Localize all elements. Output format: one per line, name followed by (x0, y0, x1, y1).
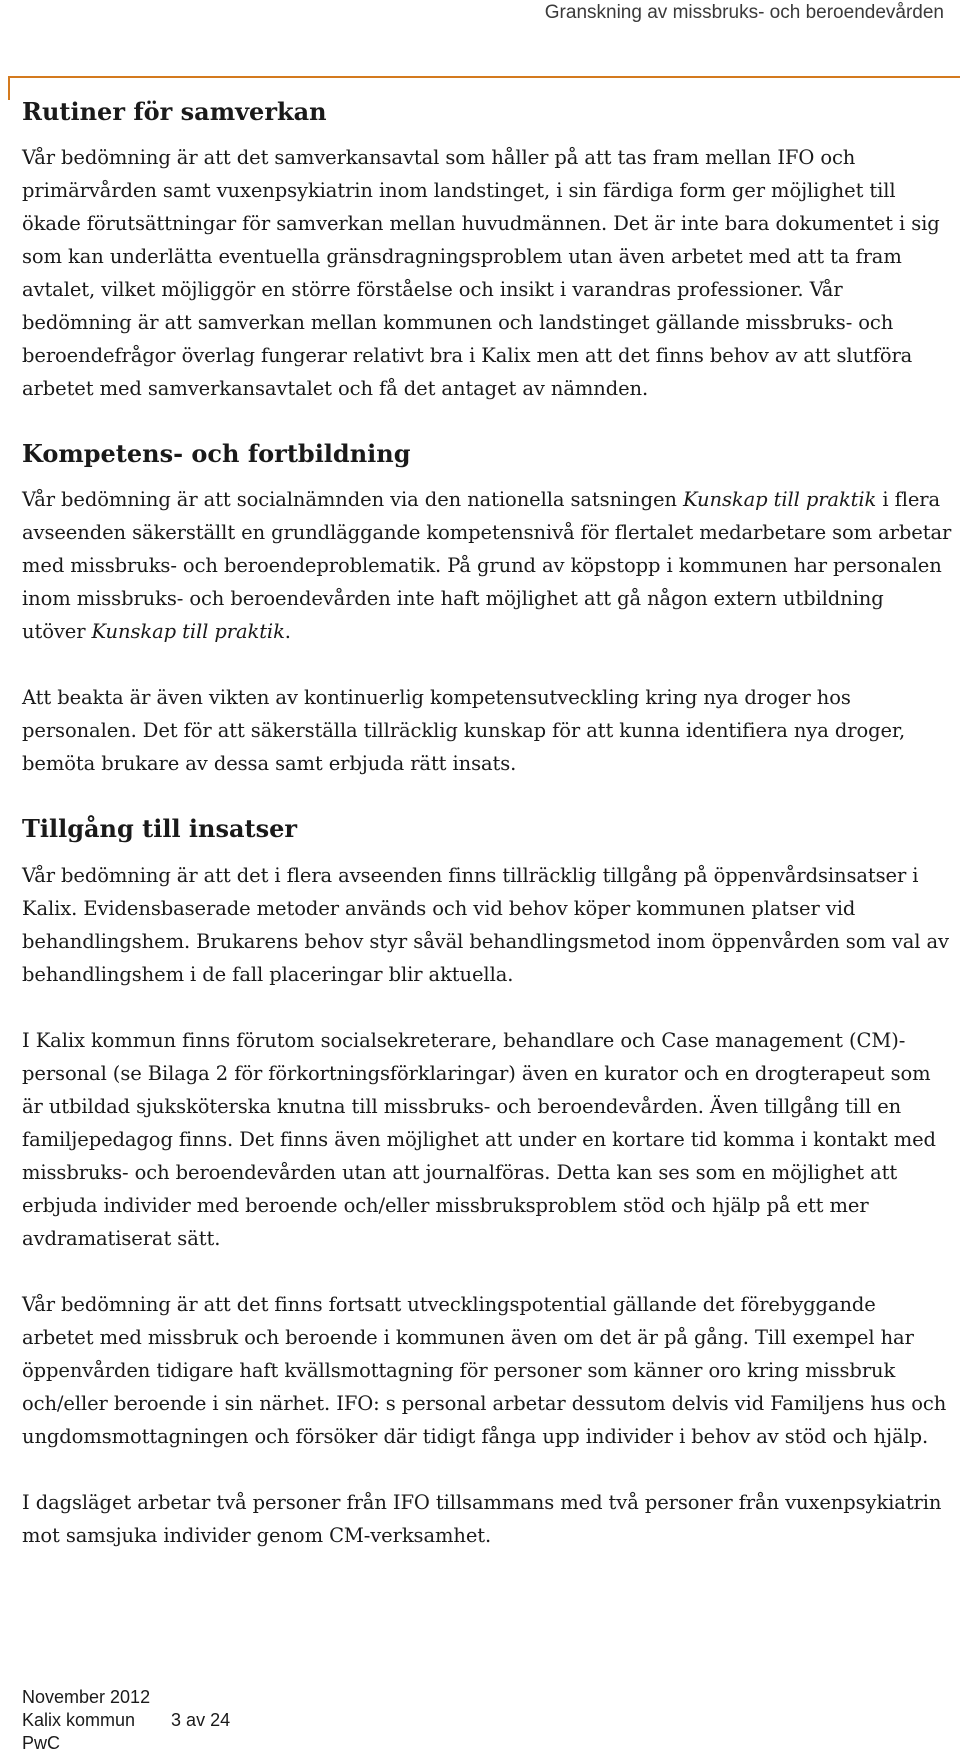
page-content (22, 96, 952, 1585)
text-run: . (284, 620, 291, 644)
emphasis-text: Kunskap till praktik (91, 620, 285, 644)
section-heading: Kompetens- och fortbildning (22, 439, 411, 469)
footer-company: PwC (22, 1733, 61, 1753)
page-number: 3 av 24 (171, 1710, 231, 1730)
paragraph: Vår bedömning är att det i flera avseenden finns tillräcklig tillgång på öppenvårdsinsatser i Kalix. Evidensbaserade metoder används och vid behov köper kommunen platser vid behandlingshem. Brukarens behov styr såväl behandlingsmetod inom öppenvården som val av behandlingshem i de fall placeringar blir aktuella. (22, 863, 949, 986)
paragraph (22, 483, 952, 648)
paragraph: Vår bedömning är att det finns fortsatt utvecklingspotential gällande det förebyggande arbetet med missbruk och beroende i kommunen även om det är på gång. Till exempel har öppenvården tidigare haft kvällsmottagning för personer som känner oro kring missbruk och/eller beroende i sin närhet. IFO: s personal arbetar dessutom delvis vid Familjens hus och ungdomsmottagningen och försöker där tidigt fånga upp individer i behov av stöd och hjälp. (22, 1292, 947, 1448)
footer-row (22, 1709, 230, 1732)
running-header: Granskning av missbruks- och beroendevården (544, 2, 944, 23)
paragraph: Att beakta är även vikten av kontinuerlig kompetensutveckling kring nya droger hos personalen. Det för att säkerställa tillräcklig kunskap för att kunna identifiera nya droger, bemöta brukare av dessa samt erbjuda rätt insats. (22, 686, 906, 776)
footer-org: Kalix kommun (22, 1710, 136, 1730)
section-tillgang (22, 813, 952, 1551)
paragraph: Vår bedömning är att det samverkansavtal som håller på att tas fram mellan IFO och primärvården samt vuxenpsykiatrin inom landstinget, i sin färdiga form ger möjlighet till ökade förutsättningar för samverkan mellan huvudmännen. Det är inte bara dokumentet i sig som kan underlätta eventuella gränsdragningsproblem utan även arbetet med att ta fram avtalet, vilket möjliggör en större förståelse och insikt i varandras professioner. Vår bedömning är att samverkan mellan kommunen och landstinget gällande missbruks- och beroendefrågor överlag fungerar relativt bra i Kalix men att det finns behov av att slutföra arbetet med samverkansavtalet och få det antaget av nämnden. (22, 146, 940, 401)
text-run: Vår bedömning är att socialnämnden via den nationella satsningen (22, 488, 683, 512)
section-kompetens (22, 438, 952, 780)
header-rule (8, 76, 960, 78)
section-heading: Rutiner för samverkan (22, 97, 327, 126)
section-heading: Tillgång till insatser (22, 814, 298, 844)
header-rule-corner (8, 76, 10, 100)
page-footer (22, 1686, 230, 1755)
paragraph: I Kalix kommun finns förutom socialsekreterare, behandlare och Case management (CM)-personal (se Bilaga 2 för förkortningsförklaringar) även en kurator och en drogterapeut som är utbildad sjuksköterska knutna till missbruks- och beroendevården. Även tillgång till en familjepedagog finns. Det finns även möjlighet att under en kortare tid komma i kontakt med missbruks- och beroendevården utan att journalföras. Detta kan ses som en möjlighet att erbjuda individer med beroende och/eller missbruksproblem stöd och hjälp på ett mer avdramatiserat sätt. (22, 1028, 936, 1250)
paragraph: I dagsläget arbetar två personer från IFO tillsammans med två personer från vuxenpsykiatrin mot samsjuka individer genom CM-verksamhet. (22, 1490, 942, 1547)
emphasis-text: Kunskap till praktik (683, 488, 877, 512)
footer-date: November 2012 (22, 1687, 151, 1707)
text-run: i flera avseenden säkerställt en grundläggande kompetensnivå för flertalet medarbetare som arbetar med missbruks- och beroendeproblematik. På grund av köpstopp i kommunen har personalen inom missbruks- och beroendevården inte haft möjlighet att gå någon extern utbildning utöver (22, 488, 952, 644)
section-rutiner (22, 96, 952, 405)
